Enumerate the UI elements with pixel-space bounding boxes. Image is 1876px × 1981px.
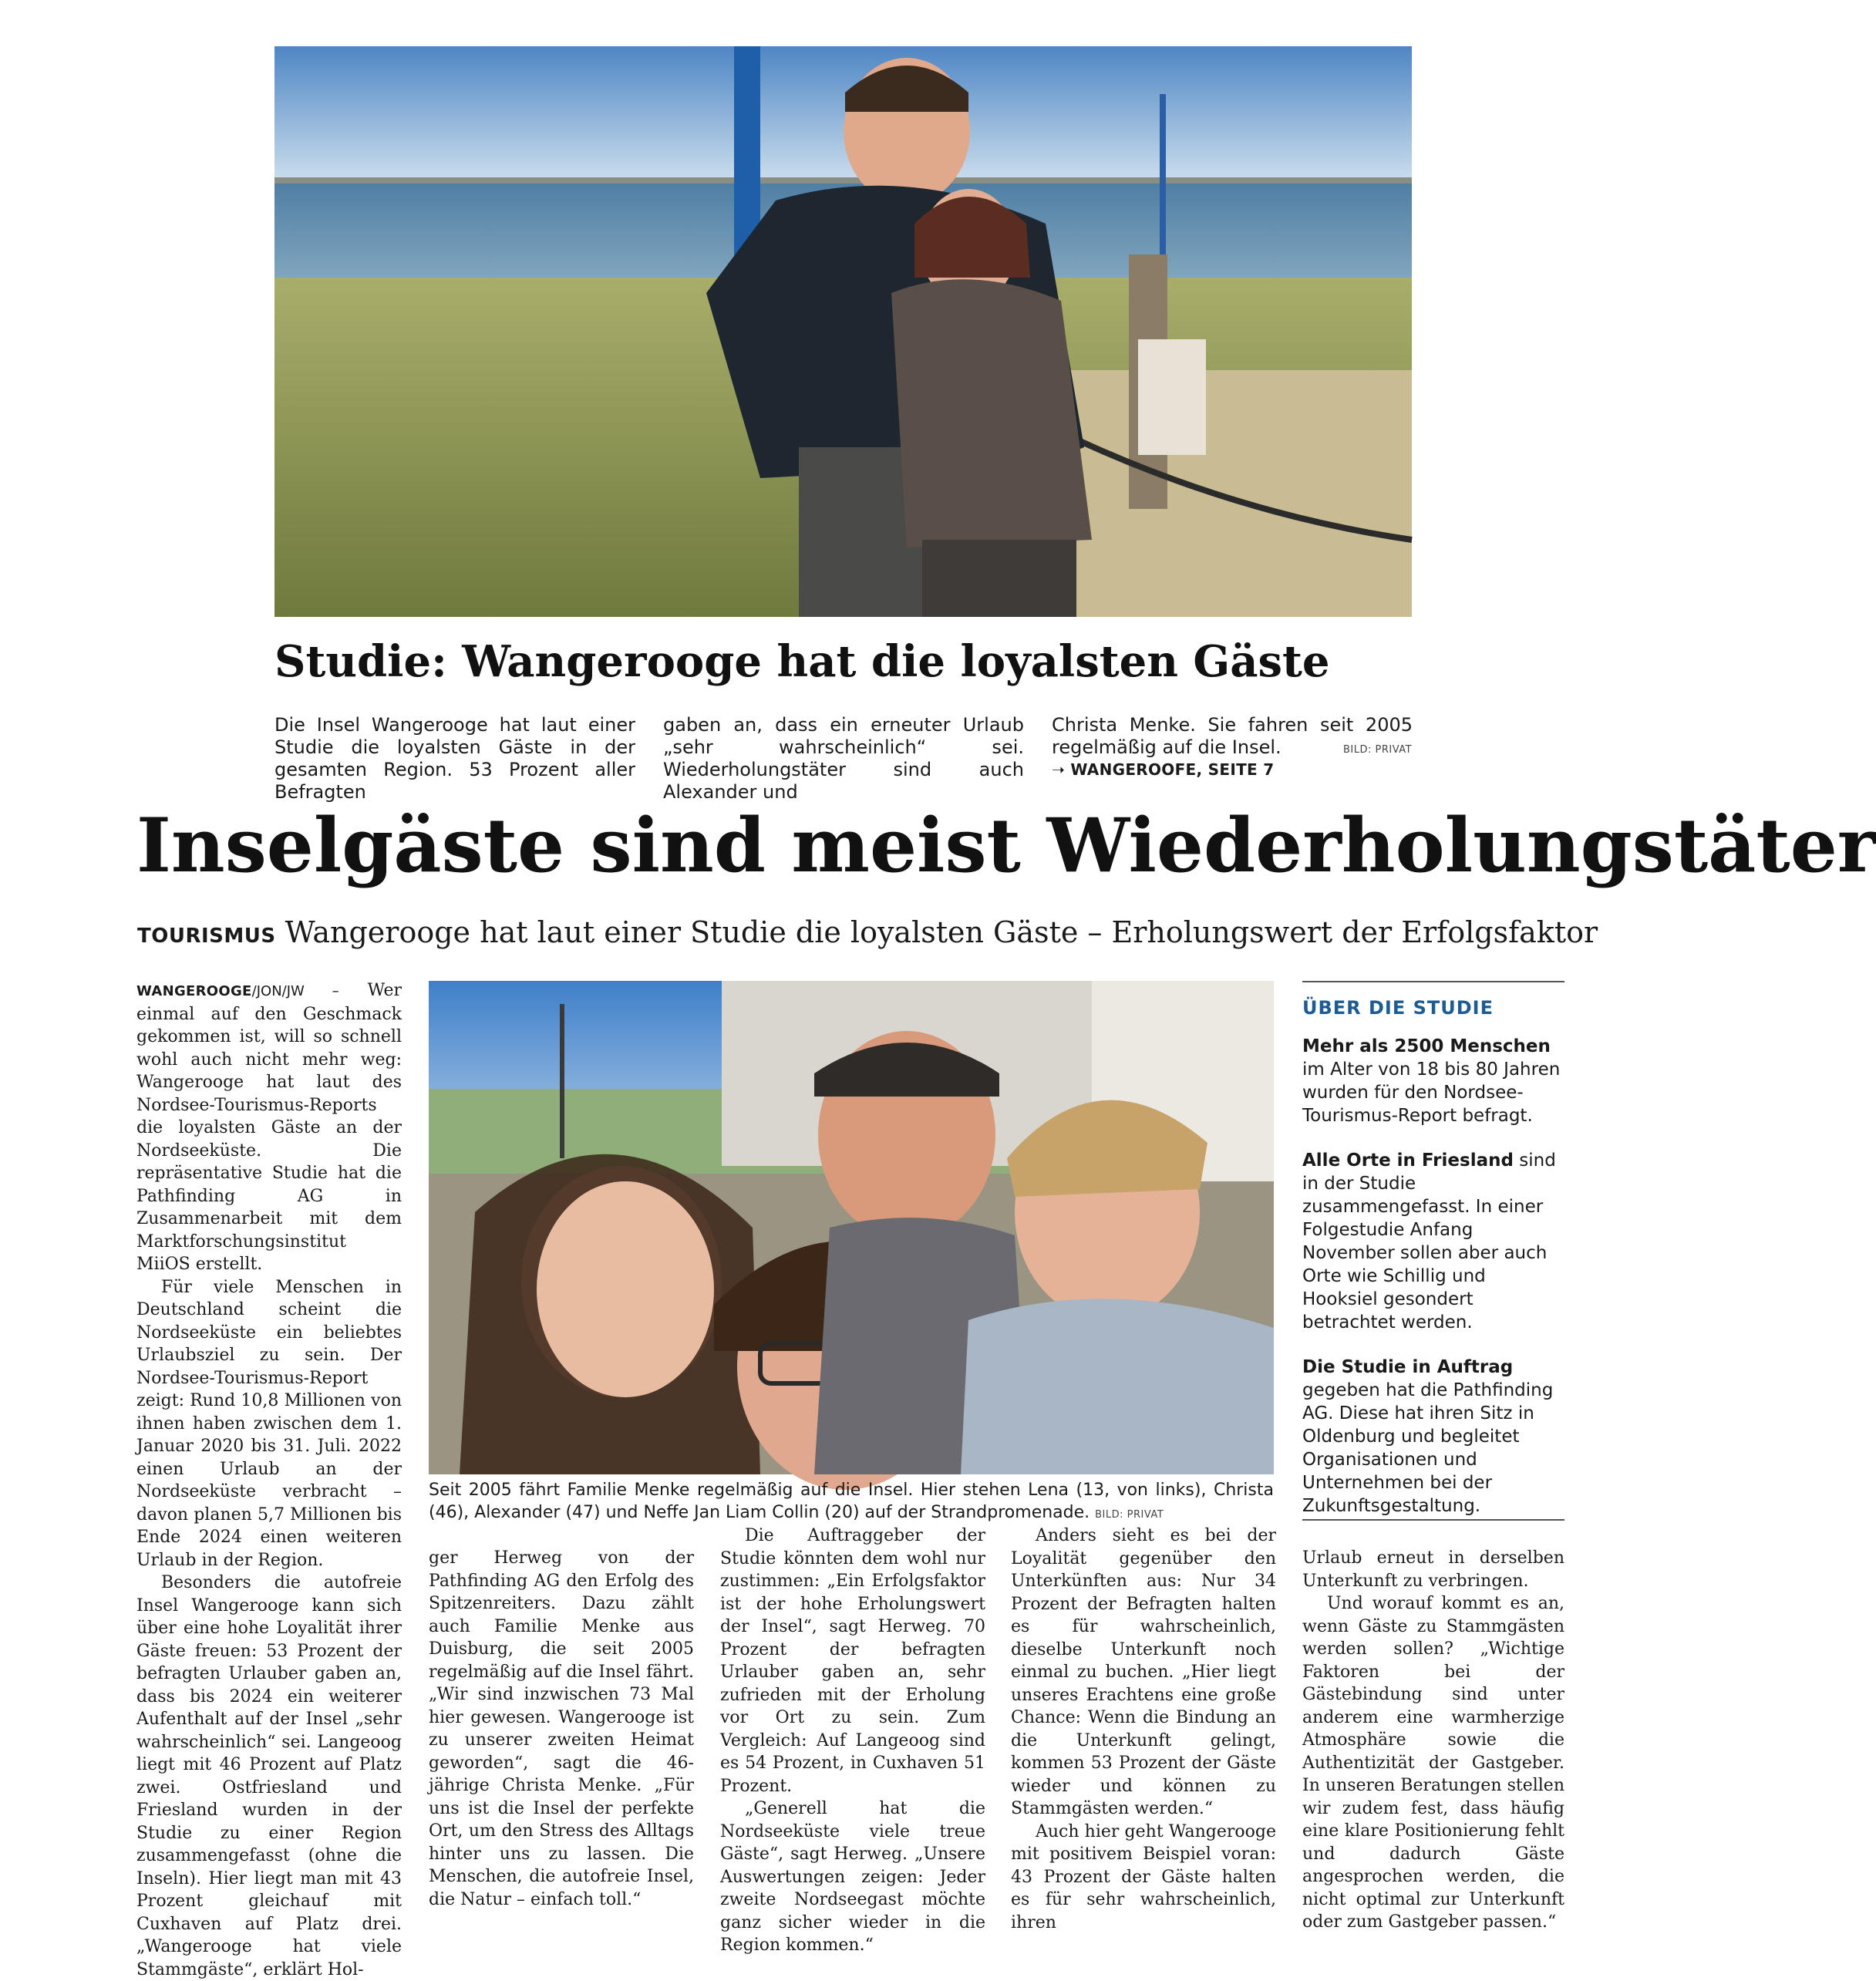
- article-col3: [720, 1524, 985, 1955]
- infobox-item: [1302, 1149, 1564, 1334]
- infobox-item: [1302, 1035, 1564, 1127]
- paragraph: Die Auftraggeber der Studie könnten dem wohl nur zustimmen: „Ein Erfolgsfaktor ist der hohe Erholungswert der Insel“, sagt Herweg. 70 Prozent der befragten Urlauber gaben an, sehr zufrieden mit der Erholung vor Ort zu sein. Zum Vergleich: Auf Langeoog sind es 54 Prozent, in Cuxhaven 51 Prozent.: [720, 1526, 985, 1796]
- infobox-lead: Alle Orte in Friesland: [1302, 1151, 1514, 1171]
- main-headline: Inselgäste sind meist Wiederholungstäter: [136, 802, 1876, 889]
- infobox-bottom-rule: [1302, 1519, 1564, 1521]
- paragraph: Anders sieht es bei der Loyalität gegenüber den Unterkünften aus: Nur 34 Prozent der Befragten halten es für wahrscheinlich, dieselbe Unterkunft noch einmal zu buchen. „Hier liegt unseres Erachtens eine große Chance: Wenn die Bindung an die Unterkunft gelingt, kommen 53 Prozent der Gäste wieder und können zu Stammgästen werden.“: [1011, 1526, 1276, 1818]
- page-reference-text: WANGEROOFE, SEITE 7: [1070, 760, 1275, 779]
- infobox-text: sind in der Studie zusammengefasst. In einer Folgestudie Anfang November sollen aber auch Orte wie Schillig und Hooksiel gesondert betrachtet werden.: [1302, 1151, 1556, 1332]
- paragraph: Auch hier geht Wangerooge mit positivem Beispiel voran: 43 Prozent der Gäste halten es für sehr wahrscheinlich, ihren: [1011, 1821, 1276, 1932]
- infobox-lead: Die Studie in Auftrag: [1302, 1357, 1514, 1377]
- paragraph: Wer einmal auf den Geschmack gekommen ist, will so schnell wohl auch nicht mehr weg: Wangerooge hat laut des Nordsee-Tourismus-Reports die loyalsten Gäste an der Nordseeküste. Die repräsentative Studie hat die Pathfinding AG in Zusammenarbeit mit dem Marktforschungsinstitut MiiOS erstellt.: [136, 981, 402, 1274]
- article-col5: [1302, 1547, 1564, 1932]
- family-photo-credit: BILD: PRIVAT: [1095, 1509, 1164, 1521]
- paragraph: ger Herweg von der Pathfinding AG den Erfolg des Spitzenreiters. Dazu zählt auch Familie Menke aus Duisburg, die seit 2005 regelmäßig auf die Insel fährt. „Wir sind inzwischen 73 Mal hier gewesen. Wangerooge ist zu unserer zweiten Heimat geworden“, sagt die 46-jährige Christa Menke. „Für uns ist die Insel der perfekte Ort, um den Stress des Alltags hinter uns zu lassen. Die Menschen, die autofreie Insel, die Natur – einfach toll.“: [429, 1548, 694, 1909]
- family-photo: [429, 981, 1274, 1474]
- teaser-text: Christa Menke. Sie fahren seit 2005 regelmäßig auf die Insel.: [1052, 714, 1413, 758]
- infobox: [1302, 982, 1564, 1539]
- dateline-place: WANGEROOGE: [136, 983, 252, 999]
- infobox-text: im Alter von 18 bis 80 Jahren wurden für den Nordsee-Tourismus-Report befragt.: [1302, 1060, 1561, 1126]
- infobox-text: gegeben hat die Pathfinding AG. Diese hat ihren Sitz in Oldenburg und begleitet Organisationen und Unternehmen bei der Zukunftsgestaltung.: [1302, 1380, 1554, 1516]
- subline-text: Wangerooge hat laut einer Studie die loyalsten Gäste – Erholungswert der Erfolgsfaktor: [285, 915, 1598, 949]
- paragraph: Besonders die autofreie Insel Wangerooge kann sich über eine hohe Loyalität ihrer Gäste freuen: 53 Prozent der befragten Urlauber gaben an, dass bis 2024 ein weiterer Aufenthalt auf der Insel „sehr wahrscheinlich“ sei. Langeoog liegt mit 46 Prozent auf Platz zwei. Ostfriesland und Friesland wurden in der Studie zu einer Region zusammengefasst (ohne die Inseln). Hier liegt man mit 43 Prozent gleichauf mit Cuxhaven auf Platz drei. „Wangerooge hat viele Stammgäste“, erklärt Hol-: [136, 1573, 402, 1979]
- paragraph: Urlaub erneut in derselben Unterkunft zu verbringen.: [1302, 1548, 1564, 1591]
- paragraph: Und worauf kommt es an, wenn Gäste zu Stammgästen werden sollen? „Wichtige Faktoren bei der Gästebindung sind unter anderem eine warmherzige Atmosphäre sowie die Authentizität der Gastgeber. In unseren Beratungen stellen wir zudem fest, dass häufig eine klare Positionierung fehlt und dadurch Gäste angesprochen werden, die nicht optimal zur Unterkunft oder zum Gastgeber passen.“: [1302, 1594, 1564, 1932]
- teaser-text: Die Insel Wangerooge hat laut einer Studie die loyalsten Gäste in der gesamten Region. 53 Prozent aller Befragten: [274, 714, 635, 803]
- article-col1: [136, 979, 402, 1979]
- infobox-item: [1302, 1356, 1564, 1518]
- paragraph: „Generell hat die Nordseeküste viele treue Gäste“, sagt Herweg. „Unsere Auswertungen zeigen: Jeder zweite Nordseegast möchte ganz sicher wieder in die Region kommen.“: [720, 1799, 985, 1955]
- kicker: TOURISMUS: [137, 925, 276, 948]
- article-col2: [429, 1547, 694, 1932]
- article-col4: [1011, 1524, 1276, 1933]
- top-photo-credit: BILD: PRIVAT: [1343, 744, 1413, 756]
- infobox-lead: Mehr als 2500 Menschen: [1302, 1036, 1551, 1056]
- top-story-headline: Studie: Wangerooge hat die loyalsten Gäste: [274, 636, 1330, 687]
- paragraph: Für viele Menschen in Deutschland scheint die Nordseeküste ein beliebtes Urlaubsziel zu sein. Der Nordsee-Tourismus-Report zeigt: Rund 10,8 Millionen von ihnen haben zwischen dem 1. Januar 2020 bis 31. Juli. 2022 einen Urlaub an der Nordseeküste verbracht – davon planen 5,7 Millionen bis Ende 2024 einen weiteren Urlaub in der Region.: [136, 1277, 402, 1570]
- infobox-title: ÜBER DIE STUDIE: [1302, 997, 1494, 1019]
- top-photo: [274, 46, 1412, 617]
- dateline-authors: /JON/JW –: [251, 983, 339, 999]
- page-reference[interactable]: [1052, 760, 1274, 779]
- teaser-text: gaben an, dass ein erneuter Urlaub „sehr wahrscheinlich“ sei. Wiederholungstäter sind auch Alexander und: [663, 714, 1024, 803]
- top-teaser-col1: [274, 714, 635, 804]
- subline: [137, 915, 1598, 954]
- family-photo-caption: [429, 1479, 1274, 1526]
- arrow-right-icon: ➝: [1052, 760, 1071, 779]
- caption-text: Seit 2005 fährt Familie Menke regelmäßig auf die Insel. Hier stehen Lena (13, von links), Christa (46), Alexander (47) und Neffe Jan Liam Collin (20) auf der Strandpromenade.: [429, 1481, 1274, 1522]
- top-teaser-col2: [663, 714, 1024, 804]
